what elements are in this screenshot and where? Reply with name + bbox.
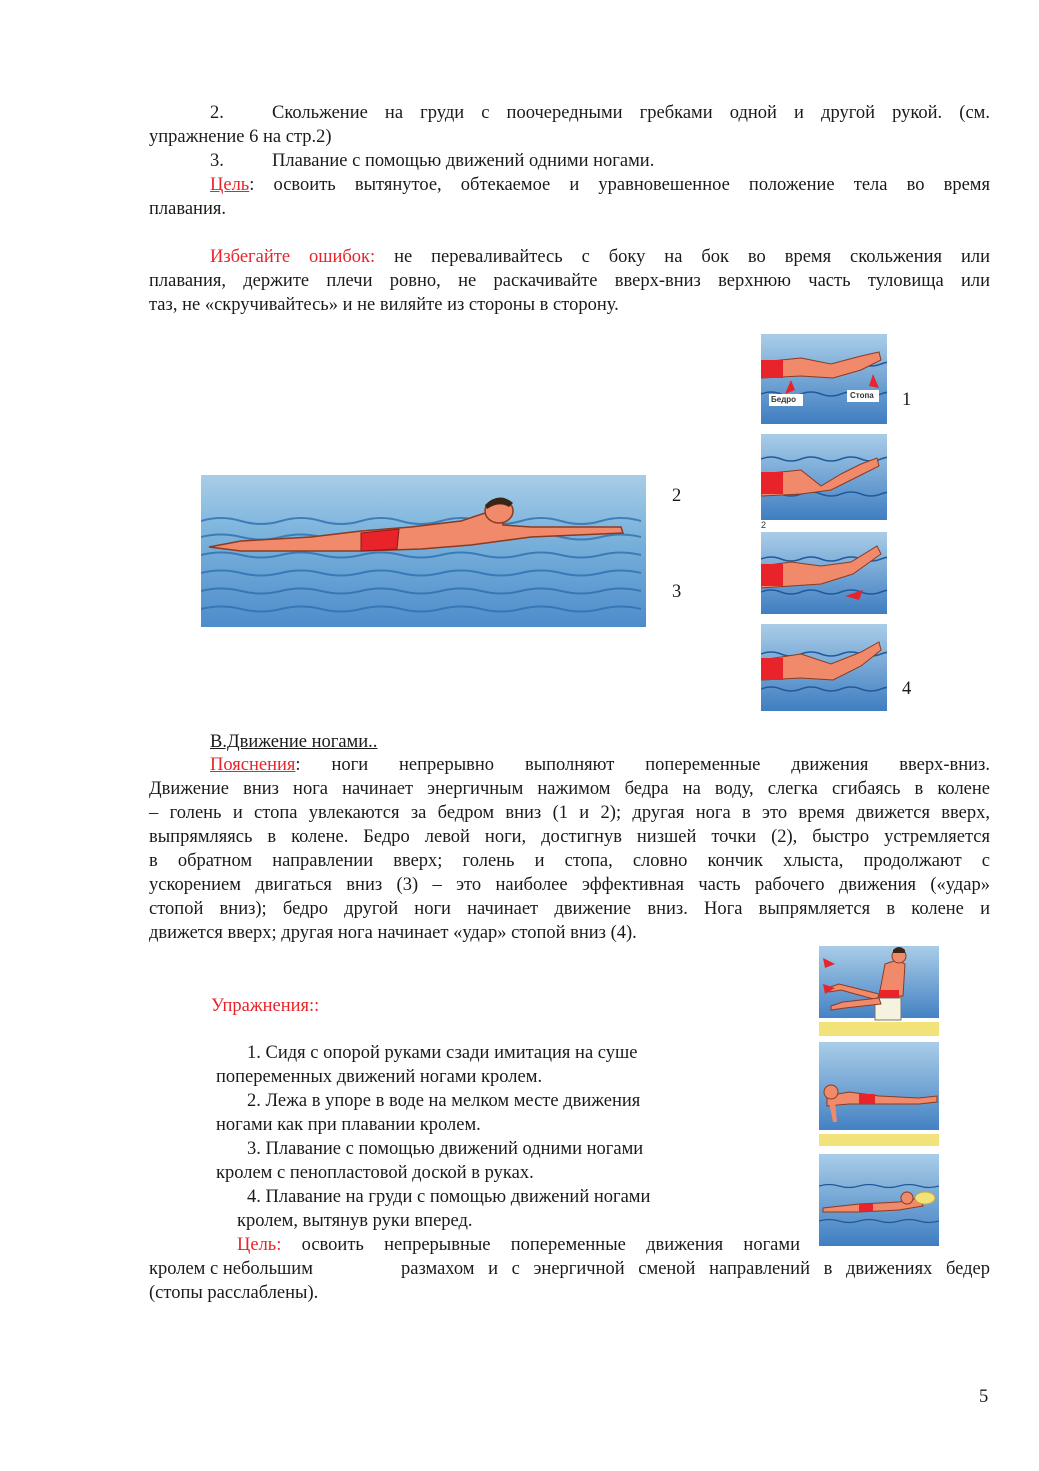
avoid-text: не переваливайтесь с боку на бок во время скольжения или bbox=[375, 247, 990, 267]
figure-label-1: 1 bbox=[902, 390, 912, 410]
item-2-text-cont: упражнение 6 на стр.2) bbox=[149, 127, 332, 147]
explanation-paragraph bbox=[210, 753, 990, 777]
label-stopa: Стопа bbox=[850, 391, 874, 400]
item-2-text: Скольжение на груди с поочередными гребками одной и другой рукой. (см. bbox=[272, 103, 990, 123]
exercises-heading: Упражнения:: bbox=[211, 996, 320, 1016]
exercise-3-line-1: 3. Плавание с помощью движений одними ногами bbox=[247, 1139, 644, 1159]
exercise-goal-line-2b: размахом и с энергичной сменой направлений в движениях бедер bbox=[401, 1259, 990, 1279]
avoid-label: Избегайте ошибок: bbox=[210, 247, 376, 267]
item-3-text: Плавание с помощью движений одними ногами. bbox=[272, 151, 655, 171]
exercise-4-line-1: 4. Плавание на груди с помощью движений ногами bbox=[247, 1187, 651, 1207]
kick-phase-panels bbox=[761, 334, 887, 711]
item-3-number: 3. bbox=[210, 151, 224, 171]
explanation-line-8: движется вверх; другая нога начинает «удар» стопой вниз (4). bbox=[149, 923, 637, 943]
goal-text-cont: плавания. bbox=[149, 199, 226, 219]
avoid-text-line3: таз, не «скручивайтесь» и не виляйте из стороны в сторону. bbox=[149, 295, 619, 315]
exercise-goal-line-1 bbox=[237, 1233, 800, 1257]
explanation-line-2: Движение вниз нога начинает энергичным нажимом бедра на воду, слегка сгибаясь в колене bbox=[149, 779, 990, 799]
figure-label-4: 4 bbox=[902, 679, 912, 699]
goal-paragraph bbox=[210, 173, 990, 197]
explanation-label: Пояснения bbox=[210, 755, 296, 775]
exercise-4-line-2: кролем, вытянув руки вперед. bbox=[237, 1211, 473, 1231]
exercise-goal-text: освоить непрерывные попеременные движения ногами bbox=[281, 1235, 800, 1255]
explanation-line-6: ускорением двигаться вниз (3) – это наиболее эффективная часть рабочего движения («удар» bbox=[149, 875, 990, 895]
figure-label-2: 2 bbox=[672, 486, 682, 506]
exercise-1-line-1: 1. Сидя с опорой руками сзади имитация на суше bbox=[247, 1043, 638, 1063]
section-heading: В.Движение ногами.. bbox=[210, 732, 378, 752]
exercise-1-line-2: попеременных движений ногами кролем. bbox=[216, 1067, 543, 1087]
avoid-text-line2: плавания, держите плечи ровно, не раскачивайте вверх-вниз верхнюю часть туловища или bbox=[149, 271, 990, 291]
swimmer-glide-illustration bbox=[201, 475, 646, 627]
goal-label: Цель bbox=[210, 175, 250, 195]
exercise-illustrations bbox=[819, 946, 939, 1246]
label-bedro: Бедро bbox=[771, 395, 797, 404]
exercise-2-line-1: 2. Лежа в упоре в воде на мелком месте движения bbox=[247, 1091, 641, 1111]
explanation-line-5: в обратном направлении вверх; голень и стопа, словно кончик хлыста, продолжают с bbox=[149, 851, 990, 871]
figure-label-3: 3 bbox=[672, 582, 682, 602]
explanation-line-3: – голень и стопа увлекаются за бедром вниз (1 и 2); другая нога в это время движется вверх, bbox=[149, 803, 990, 823]
exercise-2-line-2: ногами как при плавании кролем. bbox=[216, 1115, 481, 1135]
exercise-3-line-2: кролем с пенопластовой доской в руках. bbox=[216, 1163, 534, 1183]
exercise-goal-line-2a: кролем с небольшим bbox=[149, 1259, 313, 1279]
panel-small-number: 2 bbox=[761, 520, 767, 530]
goal-text: : освоить вытянутое, обтекаемое и уравновешенное положение тела во время bbox=[249, 175, 990, 195]
explanation-line-1: : ноги непрерывно выполняют попеременные движения вверх-вниз. bbox=[295, 755, 990, 775]
exercise-goal-label: Цель: bbox=[237, 1235, 282, 1255]
item-2-number: 2. bbox=[210, 103, 224, 123]
exercise-goal-line-3: (стопы расслаблены). bbox=[149, 1283, 319, 1303]
explanation-line-7: стопой вниз); бедро другой ноги начинает движение вниз. Нога выпрямляется в колене и bbox=[149, 899, 990, 919]
avoid-paragraph bbox=[210, 245, 990, 269]
explanation-line-4: выпрямляясь в колене. Бедро левой ноги, достигнув низшей точки (2), быстро устремляется bbox=[149, 827, 990, 847]
page-number: 5 bbox=[979, 1387, 989, 1407]
